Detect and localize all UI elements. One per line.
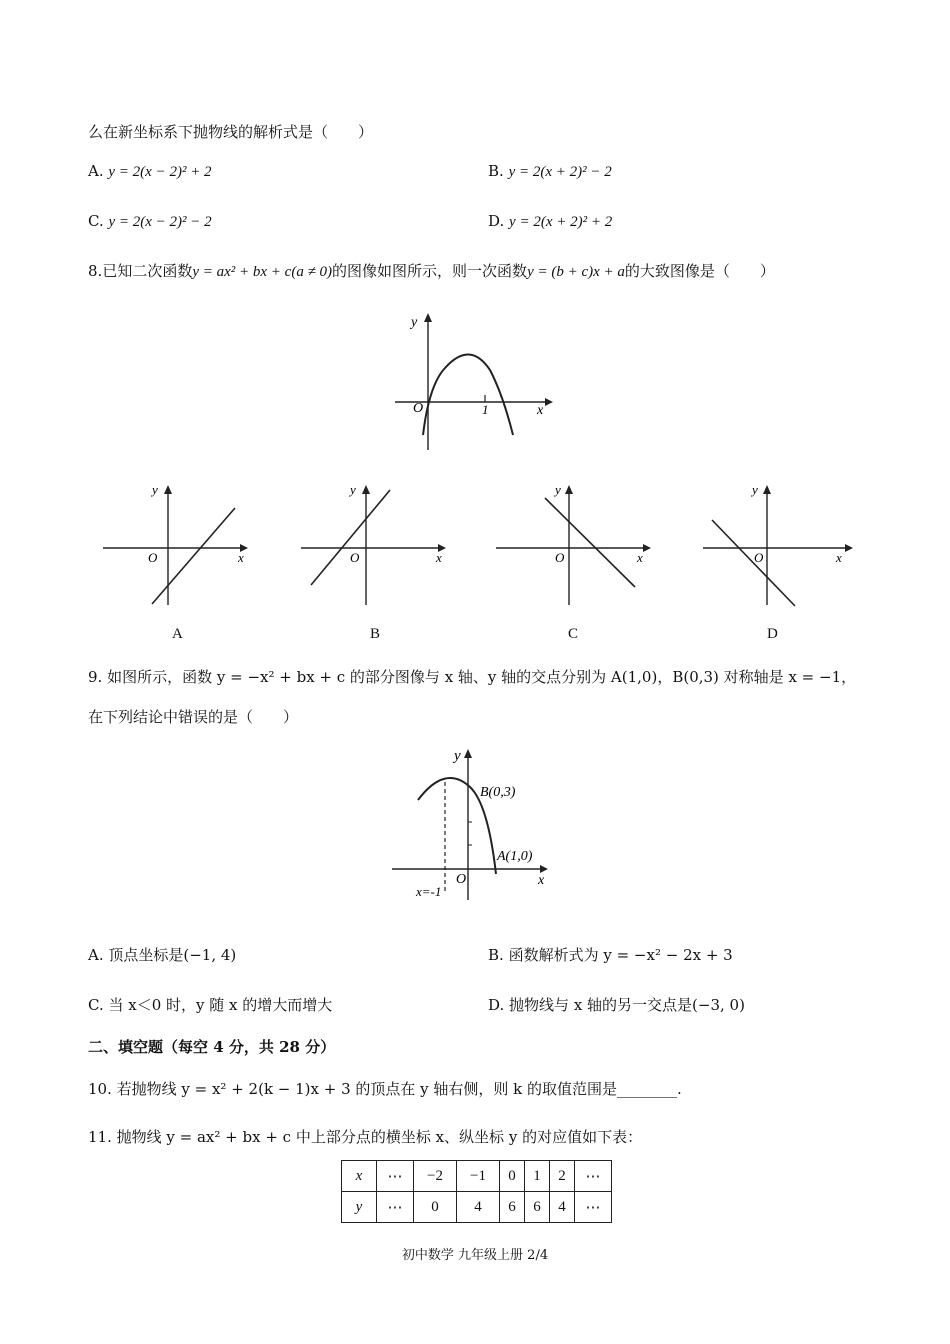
q9-graph-axis-label: x=-1 bbox=[416, 884, 442, 899]
table-cell: −2 bbox=[414, 1161, 457, 1192]
q9-option-d: D. 抛物线与 x 轴的另一交点是(−3, 0) bbox=[488, 996, 745, 1014]
q8-choice-graph-c bbox=[493, 480, 653, 610]
q7-option-c: C. y = 2(x − 2)² − 2 bbox=[88, 212, 212, 230]
q8-choice-graph-d bbox=[700, 480, 855, 610]
svg-text:x: x bbox=[836, 550, 842, 565]
q8-choice-graph-a bbox=[100, 480, 250, 610]
svg-text:O: O bbox=[148, 550, 158, 565]
svg-text:x: x bbox=[238, 550, 244, 565]
table-cell: y bbox=[342, 1192, 377, 1223]
q8-choice-label-b: B bbox=[370, 626, 381, 642]
q8-choice-label-c: C bbox=[568, 626, 579, 642]
q9-graph bbox=[390, 742, 560, 902]
q8-choice-graph-b bbox=[298, 480, 448, 610]
q9-graph-y-label: y bbox=[454, 748, 461, 764]
table-cell: 0 bbox=[500, 1161, 525, 1192]
q9-option-b: B. 函数解析式为 y = −x² − 2x + 3 bbox=[488, 946, 733, 964]
page-footer: 初中数学 九年级上册 2/4 bbox=[401, 1248, 549, 1263]
q8-graph-origin: O bbox=[413, 401, 424, 416]
q7-option-b: B. y = 2(x + 2)² − 2 bbox=[488, 162, 612, 180]
q8-parabola-graph bbox=[385, 310, 560, 455]
q8-graph-y-label: y bbox=[411, 315, 418, 330]
table-cell: ⋯ bbox=[377, 1161, 414, 1192]
q10-question: 10. 若抛物线 y = x² + 2(k − 1)x + 3 的顶点在 y 轴右侧，则 k 的取值范围是________. bbox=[88, 1080, 682, 1098]
svg-text:O: O bbox=[555, 550, 565, 565]
table-cell: ⋯ bbox=[575, 1192, 612, 1223]
svg-text:x: x bbox=[637, 550, 643, 565]
svg-text:x: x bbox=[436, 550, 442, 565]
q11-table-row-y bbox=[342, 1192, 612, 1223]
q9-graph-a-label: A(1,0) bbox=[497, 849, 533, 864]
svg-text:y: y bbox=[152, 482, 158, 497]
svg-text:y: y bbox=[752, 482, 758, 497]
q7-tail: 么在新坐标系下抛物线的解析式是（ ） bbox=[88, 123, 374, 141]
q9-graph-x-label: x bbox=[538, 873, 545, 888]
svg-text:O: O bbox=[350, 550, 360, 565]
table-cell: x bbox=[342, 1161, 377, 1192]
table-cell: 1 bbox=[525, 1161, 550, 1192]
table-cell: 6 bbox=[500, 1192, 525, 1223]
q8-graph-x-label: x bbox=[537, 403, 544, 418]
table-cell: ⋯ bbox=[575, 1161, 612, 1192]
q7-option-d: D. y = 2(x + 2)² + 2 bbox=[488, 212, 613, 230]
section2-title: 二、填空题（每空 4 分，共 28 分） bbox=[88, 1038, 336, 1056]
q9-question-line1: 9. 如图所示，函数 y = −x² + bx + c 的部分图像与 x 轴、y 轴的交点分别为 A(1,0)，B(0,3) 对称轴是 x = −1， bbox=[88, 668, 857, 686]
q8-choice-label-a: A bbox=[172, 626, 183, 642]
q11-table-row-x bbox=[342, 1161, 612, 1192]
q9-graph-b-label: B(0,3) bbox=[480, 785, 516, 800]
q11-question: 11. 抛物线 y = ax² + bx + c 中上部分点的横坐标 x、纵坐标 y 的对应值如下表： bbox=[88, 1128, 643, 1146]
table-cell: 0 bbox=[414, 1192, 457, 1223]
q9-question-line2: 在下列结论中错误的是（ ） bbox=[88, 708, 299, 726]
svg-text:y: y bbox=[350, 482, 356, 497]
table-cell: −1 bbox=[457, 1161, 500, 1192]
table-cell: 4 bbox=[457, 1192, 500, 1223]
q8-question: 8.已知二次函数y = ax² + bx + c(a ≠ 0)的图像如图所示，则一次函数y = (b + c)x + a的大致图像是（ ） bbox=[88, 262, 775, 280]
q9-graph-origin: O bbox=[456, 872, 467, 887]
q8-choice-label-d: D bbox=[767, 626, 778, 642]
table-cell: 4 bbox=[550, 1192, 575, 1223]
q11-table bbox=[341, 1160, 612, 1223]
q7-option-a: A. y = 2(x − 2)² + 2 bbox=[88, 162, 212, 180]
q8-graph-one: 1 bbox=[482, 402, 489, 417]
table-cell: ⋯ bbox=[377, 1192, 414, 1223]
table-cell: 2 bbox=[550, 1161, 575, 1192]
q9-option-a: A. 顶点坐标是(−1, 4) bbox=[88, 946, 237, 964]
q9-option-c: C. 当 x＜0 时，y 随 x 的增大而增大 bbox=[88, 996, 333, 1014]
table-cell: 6 bbox=[525, 1192, 550, 1223]
svg-text:y: y bbox=[555, 482, 561, 497]
svg-text:O: O bbox=[754, 550, 764, 565]
